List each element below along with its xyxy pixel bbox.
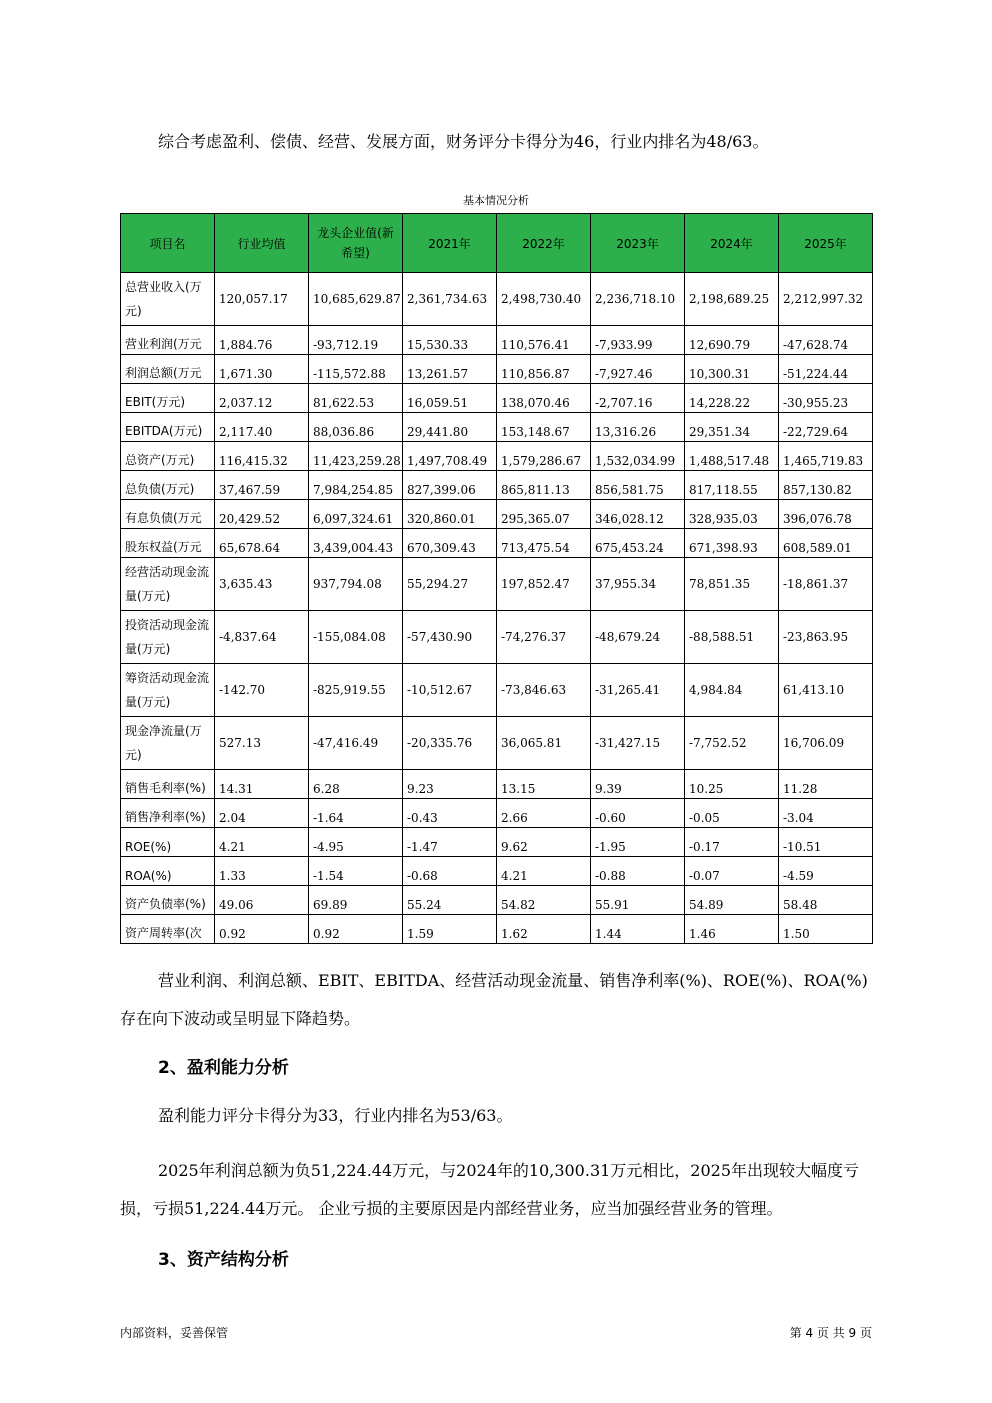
- table-cell: 670,309.43: [403, 529, 497, 558]
- table-cell: 2,212,997.32: [779, 273, 873, 326]
- table-cell: 61,413.10: [779, 664, 873, 717]
- table-cell: 3,635.43: [215, 558, 309, 611]
- table-cell: 527.13: [215, 717, 309, 770]
- table-cell: 9.23: [403, 770, 497, 799]
- header-2021: 2021年: [403, 214, 497, 273]
- row-label: 经营活动现金流量(万元): [121, 558, 215, 611]
- row-label: 资产周转率(次: [121, 915, 215, 944]
- row-label: EBITDA(万元): [121, 413, 215, 442]
- table-cell: -0.05: [685, 799, 779, 828]
- table-cell: 1.46: [685, 915, 779, 944]
- table-cell: 1.59: [403, 915, 497, 944]
- table-cell: 2.04: [215, 799, 309, 828]
- table-cell: 671,398.93: [685, 529, 779, 558]
- table-cell: 2,117.40: [215, 413, 309, 442]
- table-cell: -1.95: [591, 828, 685, 857]
- table-cell: 0.92: [215, 915, 309, 944]
- table-cell: 120,057.17: [215, 273, 309, 326]
- table-cell: -115,572.88: [309, 355, 403, 384]
- table-row: [121, 717, 873, 770]
- table-cell: -4.59: [779, 857, 873, 886]
- table-cell: 856,581.75: [591, 471, 685, 500]
- section3-heading: 3、资产结构分析: [158, 1250, 289, 1270]
- header-2025: 2025年: [779, 214, 873, 273]
- table-cell: -88,588.51: [685, 611, 779, 664]
- table-cell: -20,335.76: [403, 717, 497, 770]
- table-cell: 1.33: [215, 857, 309, 886]
- table-row: [121, 471, 873, 500]
- row-label: 总营业收入(万元): [121, 273, 215, 326]
- trend-paragraph: [120, 962, 880, 1038]
- header-2024: 2024年: [685, 214, 779, 273]
- row-label: 资产负债率(%): [121, 886, 215, 915]
- table-cell: 16,706.09: [779, 717, 873, 770]
- row-label: 现金净流量(万元): [121, 717, 215, 770]
- table-cell: 2,498,730.40: [497, 273, 591, 326]
- table-cell: 36,065.81: [497, 717, 591, 770]
- table-cell: 2,236,718.10: [591, 273, 685, 326]
- row-label: 营业利润(万元: [121, 326, 215, 355]
- footer-confidential: 内部资料，妥善保管: [120, 1326, 229, 1340]
- table-cell: 13.15: [497, 770, 591, 799]
- table-cell: -74,276.37: [497, 611, 591, 664]
- table-cell: 328,935.03: [685, 500, 779, 529]
- row-label: 总负债(万元): [121, 471, 215, 500]
- trend-text: 营业利润、利润总额、EBIT、EBITDA、经营活动现金流量、销售净利率(%)、ROE(%)、ROA(%)存在向下波动或呈明显下降趋势。: [120, 971, 868, 1028]
- table-cell: -0.88: [591, 857, 685, 886]
- table-cell: 11,423,259.28: [309, 442, 403, 471]
- table-row: [121, 273, 873, 326]
- table-cell: 1,497,708.49: [403, 442, 497, 471]
- table-cell: -825,919.55: [309, 664, 403, 717]
- table-cell: 65,678.64: [215, 529, 309, 558]
- table-cell: 2,037.12: [215, 384, 309, 413]
- table-cell: 4,984.84: [685, 664, 779, 717]
- table-cell: 2.66: [497, 799, 591, 828]
- table-cell: 10,300.31: [685, 355, 779, 384]
- table-cell: 865,811.13: [497, 471, 591, 500]
- table-cell: 55.91: [591, 886, 685, 915]
- table-cell: -3.04: [779, 799, 873, 828]
- row-label: ROA(%): [121, 857, 215, 886]
- table-cell: -10.51: [779, 828, 873, 857]
- table-cell: 396,076.78: [779, 500, 873, 529]
- table-cell: 1,884.76: [215, 326, 309, 355]
- table-cell: 110,856.87: [497, 355, 591, 384]
- table-cell: 675,453.24: [591, 529, 685, 558]
- table-row: [121, 500, 873, 529]
- table-cell: 1,671.30: [215, 355, 309, 384]
- table-cell: 11.28: [779, 770, 873, 799]
- section2-heading: 2、盈利能力分析: [158, 1058, 289, 1078]
- table-cell: 9.62: [497, 828, 591, 857]
- table-cell: 14.31: [215, 770, 309, 799]
- table-cell: 13,261.57: [403, 355, 497, 384]
- table-cell: 1,532,034.99: [591, 442, 685, 471]
- table-row: [121, 915, 873, 944]
- table-cell: 295,365.07: [497, 500, 591, 529]
- table-cell: -57,430.90: [403, 611, 497, 664]
- header-industry-avg: 行业均值: [215, 214, 309, 273]
- table-cell: 54.82: [497, 886, 591, 915]
- table-cell: 116,415.32: [215, 442, 309, 471]
- table-cell: -30,955.23: [779, 384, 873, 413]
- table-cell: 14,228.22: [685, 384, 779, 413]
- header-2022: 2022年: [497, 214, 591, 273]
- table-cell: 58.48: [779, 886, 873, 915]
- footer-page-number: 第 4 页 共 9 页: [789, 1326, 872, 1340]
- table-row: [121, 886, 873, 915]
- table-cell: -0.68: [403, 857, 497, 886]
- table-cell: -7,927.46: [591, 355, 685, 384]
- table-cell: 2,361,734.63: [403, 273, 497, 326]
- table-cell: 37,467.59: [215, 471, 309, 500]
- table-cell: -31,427.15: [591, 717, 685, 770]
- table-cell: 2,198,689.25: [685, 273, 779, 326]
- table-cell: 55,294.27: [403, 558, 497, 611]
- table-cell: -93,712.19: [309, 326, 403, 355]
- table-cell: 88,036.86: [309, 413, 403, 442]
- table-cell: 0.92: [309, 915, 403, 944]
- table-cell: 6.28: [309, 770, 403, 799]
- table-cell: -2,707.16: [591, 384, 685, 413]
- table-caption: 基本情况分析: [463, 194, 529, 207]
- row-label: 销售净利率(%): [121, 799, 215, 828]
- row-label: ROE(%): [121, 828, 215, 857]
- header-2023: 2023年: [591, 214, 685, 273]
- table-cell: 54.89: [685, 886, 779, 915]
- table-row: [121, 611, 873, 664]
- table-row: [121, 384, 873, 413]
- table-cell: 817,118.55: [685, 471, 779, 500]
- table-cell: 37,955.34: [591, 558, 685, 611]
- table-cell: -0.43: [403, 799, 497, 828]
- table-cell: 197,852.47: [497, 558, 591, 611]
- row-label: 利润总额(万元: [121, 355, 215, 384]
- intro-paragraph: 综合考虑盈利、偿债、经营、发展方面，财务评分卡得分为46，行业内排名为48/63。: [158, 132, 769, 151]
- table-cell: 6,097,324.61: [309, 500, 403, 529]
- table-cell: 1,579,286.67: [497, 442, 591, 471]
- table-cell: -155,084.08: [309, 611, 403, 664]
- table-cell: 12,690.79: [685, 326, 779, 355]
- table-cell: 1,488,517.48: [685, 442, 779, 471]
- table-cell: 138,070.46: [497, 384, 591, 413]
- table-row: [121, 799, 873, 828]
- table-cell: -4,837.64: [215, 611, 309, 664]
- table-cell: -47,628.74: [779, 326, 873, 355]
- header-item-name: 项目名: [121, 214, 215, 273]
- table-cell: 4.21: [497, 857, 591, 886]
- table-cell: 110,576.41: [497, 326, 591, 355]
- table-row: [121, 326, 873, 355]
- table-row: [121, 558, 873, 611]
- table-cell: 13,316.26: [591, 413, 685, 442]
- table-cell: 29,351.34: [685, 413, 779, 442]
- table-cell: 69.89: [309, 886, 403, 915]
- table-cell: -0.07: [685, 857, 779, 886]
- table-cell: 78,851.35: [685, 558, 779, 611]
- table-cell: -1.64: [309, 799, 403, 828]
- table-cell: 9.39: [591, 770, 685, 799]
- table-cell: -73,846.63: [497, 664, 591, 717]
- basic-analysis-table: [120, 213, 873, 944]
- row-label: EBIT(万元): [121, 384, 215, 413]
- table-cell: -10,512.67: [403, 664, 497, 717]
- table-row: [121, 664, 873, 717]
- row-label: 投资活动现金流量(万元): [121, 611, 215, 664]
- table-cell: -1.47: [403, 828, 497, 857]
- table-cell: -7,933.99: [591, 326, 685, 355]
- table-row: [121, 857, 873, 886]
- table-cell: 153,148.67: [497, 413, 591, 442]
- table-cell: -7,752.52: [685, 717, 779, 770]
- table-cell: 7,984,254.85: [309, 471, 403, 500]
- table-cell: -0.17: [685, 828, 779, 857]
- row-label: 销售毛利率(%): [121, 770, 215, 799]
- row-label: 有息负债(万元: [121, 500, 215, 529]
- table-cell: 49.06: [215, 886, 309, 915]
- table-cell: 713,475.54: [497, 529, 591, 558]
- table-cell: 3,439,004.43: [309, 529, 403, 558]
- table-cell: 10,685,629.87: [309, 273, 403, 326]
- table-cell: 1.44: [591, 915, 685, 944]
- table-cell: -0.60: [591, 799, 685, 828]
- table-cell: -47,416.49: [309, 717, 403, 770]
- table-row: [121, 413, 873, 442]
- table-cell: 1.50: [779, 915, 873, 944]
- table-cell: 15,530.33: [403, 326, 497, 355]
- section2-score-paragraph: 盈利能力评分卡得分为33，行业内排名为53/63。: [158, 1106, 513, 1125]
- table-row: [121, 828, 873, 857]
- table-cell: -31,265.41: [591, 664, 685, 717]
- table-cell: -51,224.44: [779, 355, 873, 384]
- table-cell: 937,794.08: [309, 558, 403, 611]
- table-cell: -18,861.37: [779, 558, 873, 611]
- table-cell: 20,429.52: [215, 500, 309, 529]
- section2-detail-paragraph: 2025年利润总额为负51,224.44万元，与2024年的10,300.31万元相比，2025年出现较大幅度亏损，亏损51,224.44万元。 企业亏损的主要原因是内部经营业务，应当加强经营业务的管理。: [120, 1161, 860, 1218]
- table-cell: 81,622.53: [309, 384, 403, 413]
- table-header-row: [121, 214, 873, 273]
- table-cell: 55.24: [403, 886, 497, 915]
- table-cell: -22,729.64: [779, 413, 873, 442]
- table-cell: 857,130.82: [779, 471, 873, 500]
- row-label: 股东权益(万元: [121, 529, 215, 558]
- table-cell: -48,679.24: [591, 611, 685, 664]
- table-row: [121, 529, 873, 558]
- table-cell: -142.70: [215, 664, 309, 717]
- table-cell: 1.62: [497, 915, 591, 944]
- table-row: [121, 355, 873, 384]
- table-cell: 16,059.51: [403, 384, 497, 413]
- table-cell: 1,465,719.83: [779, 442, 873, 471]
- table-cell: -23,863.95: [779, 611, 873, 664]
- table-cell: 608,589.01: [779, 529, 873, 558]
- table-cell: 29,441.80: [403, 413, 497, 442]
- table-cell: 827,399.06: [403, 471, 497, 500]
- table-cell: 320,860.01: [403, 500, 497, 529]
- row-label: 总资产(万元): [121, 442, 215, 471]
- header-leader-value: 龙头企业值(新希望): [309, 214, 403, 273]
- table-cell: -1.54: [309, 857, 403, 886]
- row-label: 筹资活动现金流量(万元): [121, 664, 215, 717]
- table-row: [121, 442, 873, 471]
- table-cell: 4.21: [215, 828, 309, 857]
- table-cell: 346,028.12: [591, 500, 685, 529]
- table-cell: 10.25: [685, 770, 779, 799]
- table-row: [121, 770, 873, 799]
- table-cell: -4.95: [309, 828, 403, 857]
